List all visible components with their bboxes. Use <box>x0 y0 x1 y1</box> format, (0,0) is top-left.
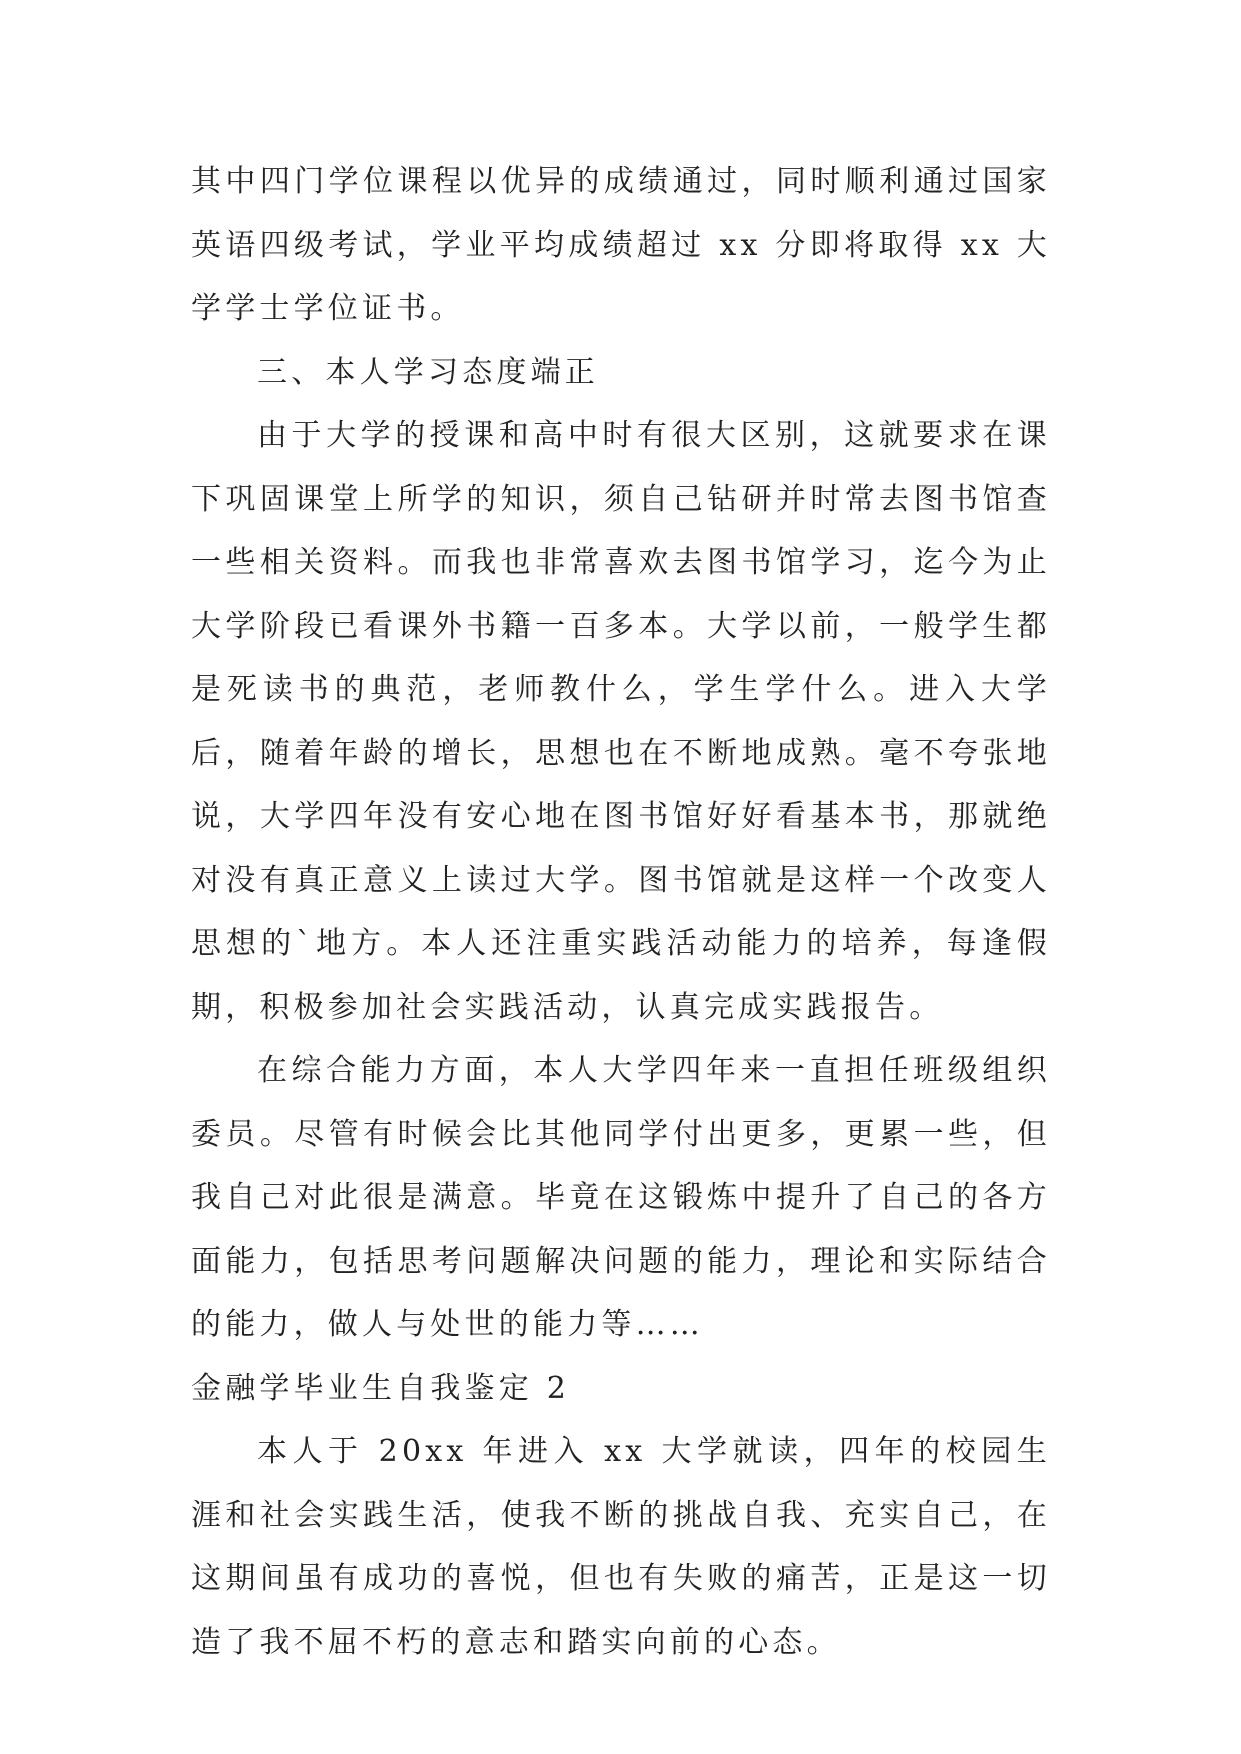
paragraph-comprehensive-ability: 在综合能力方面，本人大学四年来一直担任班级组织委员。尽管有时候会比其他同学付出更多，更累一些，但我自己对此很是满意。毕竟在这锻炼中提升了自己的各方面能力，包括思考问题解决问题的能力，理论和实际结合的能力，做人与处世的能力等…… <box>191 1053 1051 1342</box>
subheading-study-attitude: 三、本人学习态度端正 <box>257 354 599 390</box>
paragraph-degree-courses: 其中四门学位课程以优异的成绩通过，同时顺利通过国家英语四级考试，学业平均成绩超过 xx 分即将取得 xx 大学学士学位证书。 <box>191 164 1051 326</box>
section-title: 金融学毕业生自我鉴定 2 <box>191 1370 571 1406</box>
paragraph-section-intro: 本人于 20xx 年进入 xx 大学就读，四年的校园生涯和社会实践生活，使我不断的挑战自我、充实自己，在这期间虽有成功的喜悦，但也有失败的痛苦，正是这一切造了我不屈不朽的意志和踏实向前的心态。 <box>191 1434 1051 1660</box>
paragraph-study-attitude: 由于大学的授课和高中时有很大区别，这就要求在课下巩固课堂上所学的知识，须自己钻研并时常去图书馆查一些相关资料。而我也非常喜欢去图书馆学习，迄今为止大学阶段已看课外书籍一百多本。大学以前，一般学生都是死读书的典范，老师教什么，学生学什么。进入大学后，随着年龄的增长，思想也在不断地成熟。毫不夸张地说，大学四年没有安心地在图书馆好好看基本书，那就绝对没有真正意义上读过大学。图书馆就是这样一个改变人思想的`地方。本人还注重实践活动能力的培养，每逢假期，积极参加社会实践活动，认真完成实践报告。 <box>191 418 1051 1025</box>
document-page <box>191 150 1051 1674</box>
